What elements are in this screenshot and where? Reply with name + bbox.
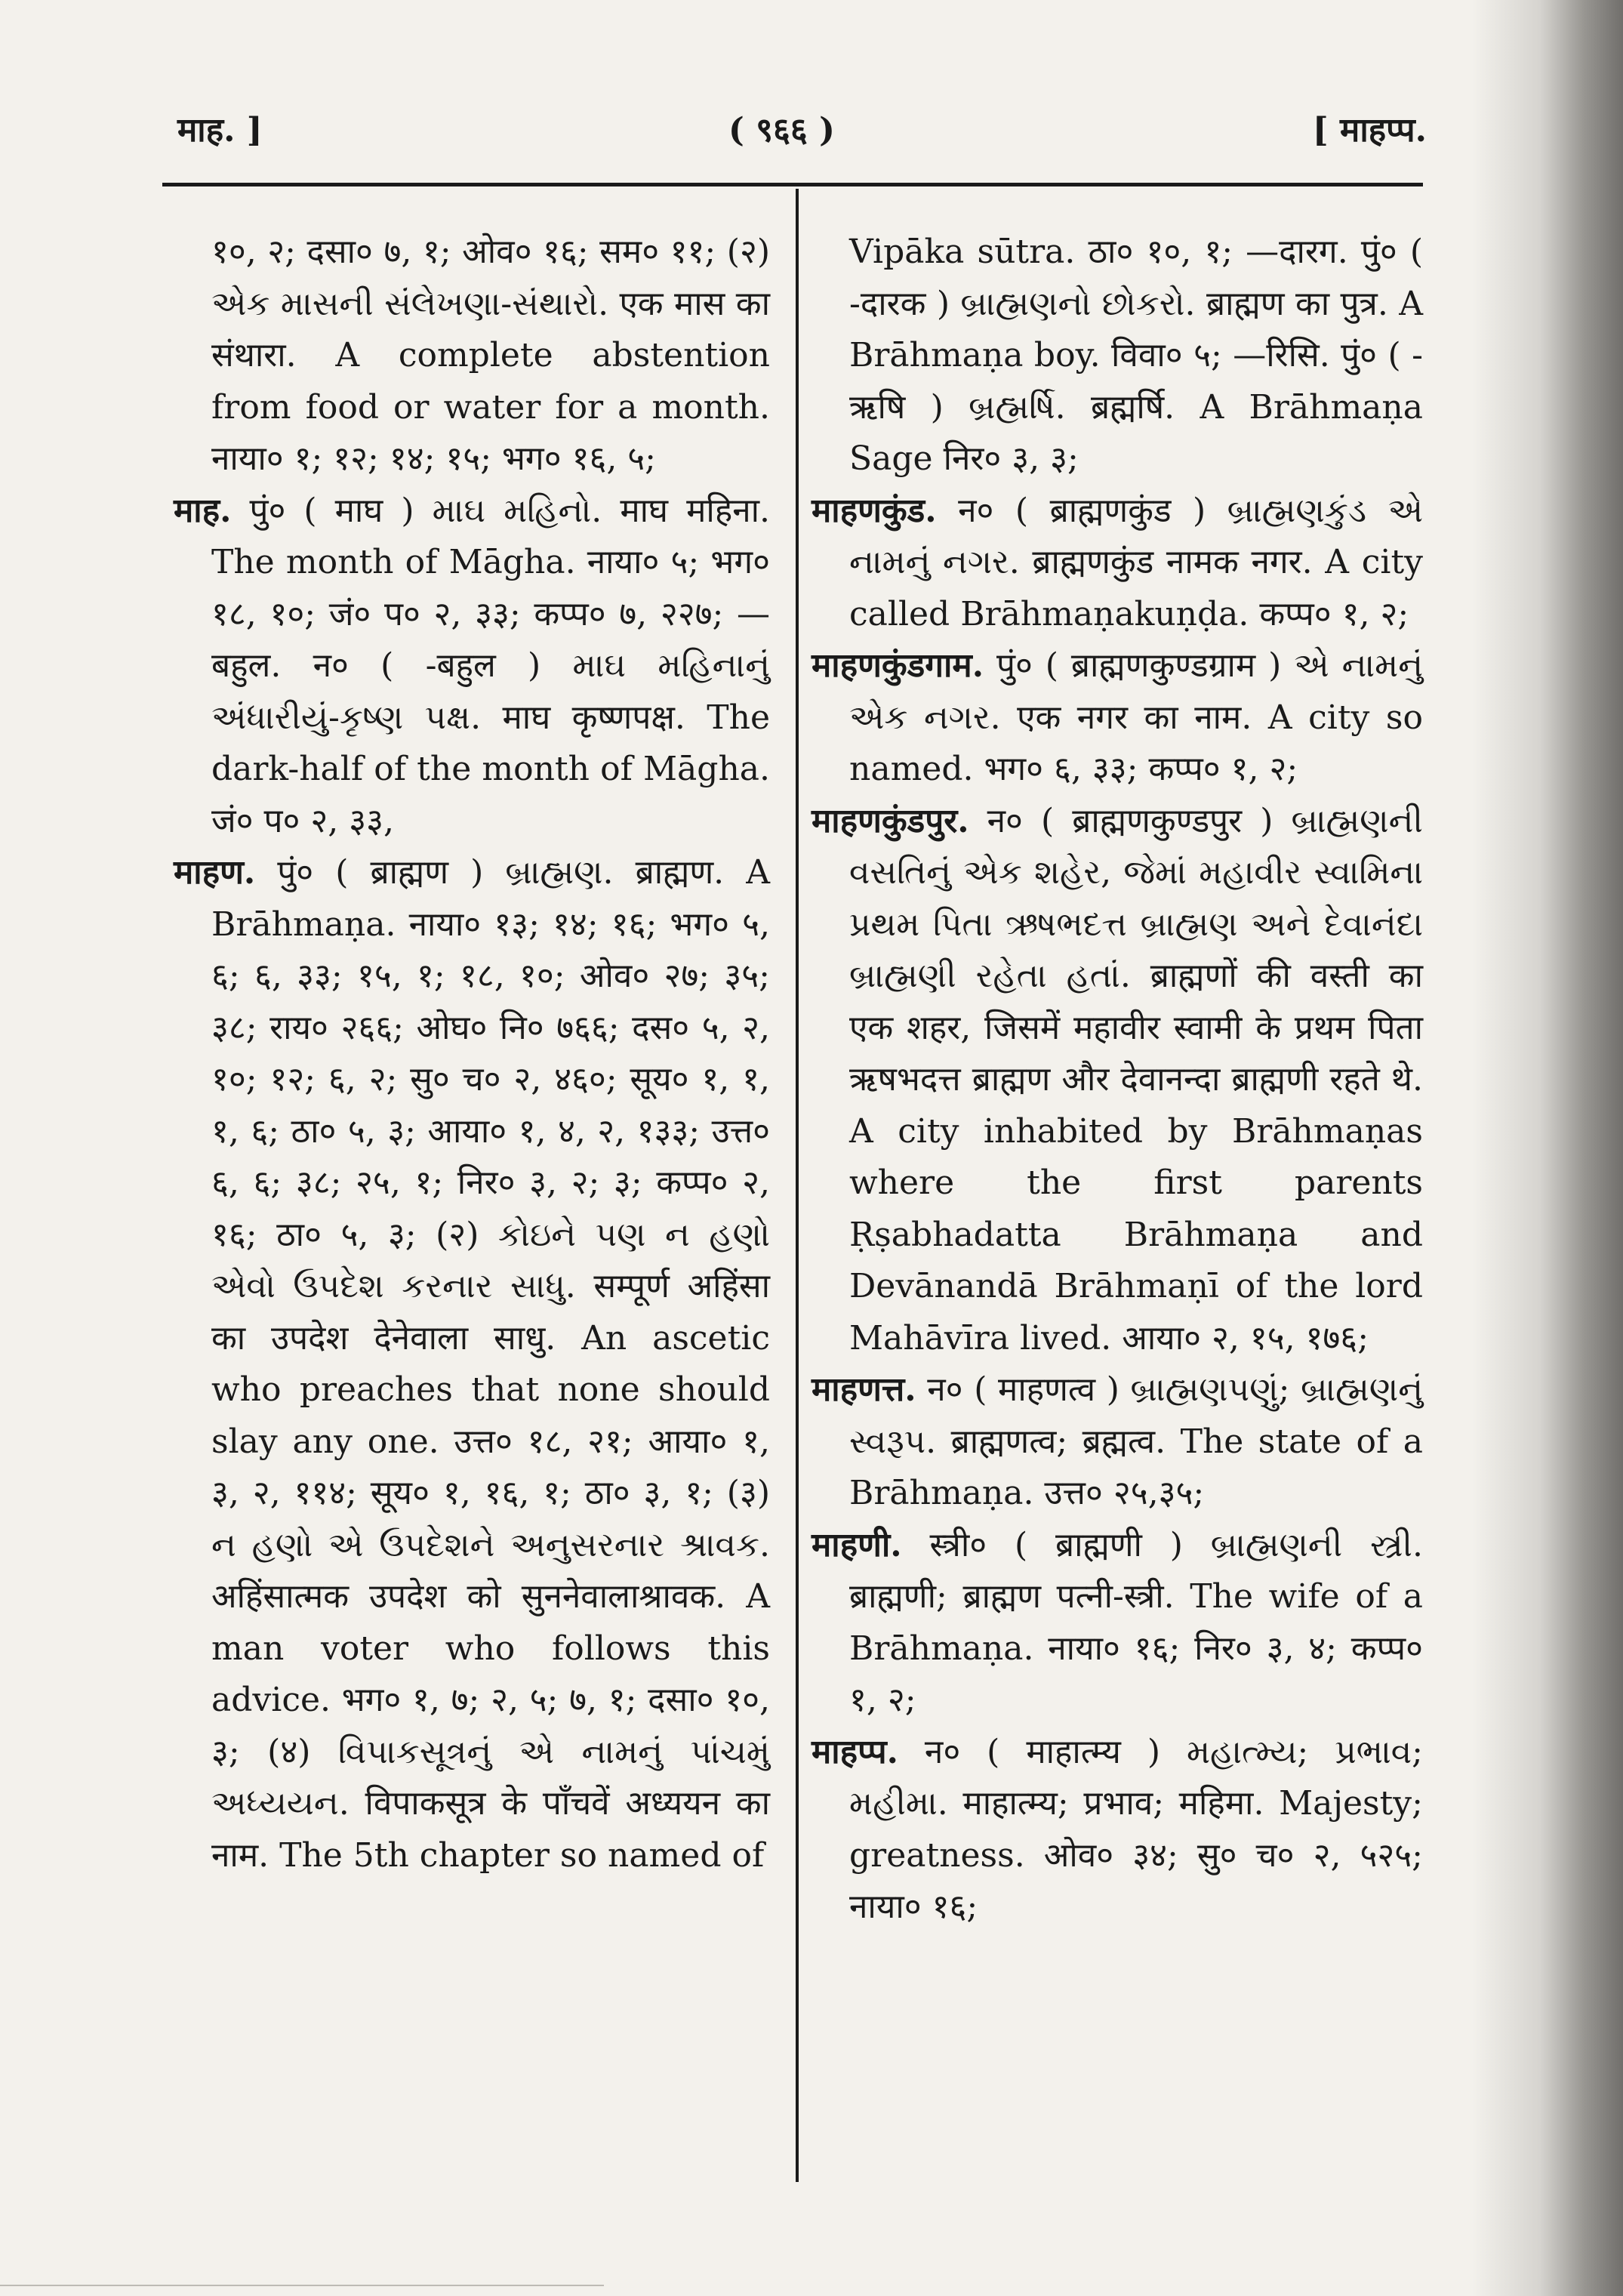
entry-text: स्त्री० ( ब्राह्मणी ) બ્રાહ્મણની સ્ત્રી. ब्राह्मणी; ब्राह्मण पत्नी-स्त्री. The wife of a Brāhmaṇa. नाया० १६; निर० ३, ४; कप्प० १, २; xyxy=(849,1525,1423,1719)
dictionary-entry xyxy=(812,1727,1423,1934)
headword: माहणकुंडगाम. xyxy=(812,646,984,685)
entry-text: न० ( ब्राह्मणकुंड ) બ્રાહ્મણકુંડ એ નામનું નગર. ब्राह्मणकुंड नामक नगर. A city called Brāhmaṇakuṇḍa. कप्प० १, २; xyxy=(849,491,1423,633)
headword: माहप्प. xyxy=(812,1732,898,1771)
entry-text: न० ( ब्राह्मणकुण्डपुर ) બ્રાહ્મણની વસતિનું એક શહેર, જેમાં મહાવીર સ્વામિના પ્રથમ પિતા ઋષભદત્ત બ્રાહ્મણ અને દેવાનંદા બ્રાહ્મણી રહેતા હતાં. ब्राह्मणों की वस्ती का एक शहर, जिसमें महावीर स्वामी के प्रथम पिता ऋषभदत्त ब्राह्मण और देवानन्दा ब्राह्मणी रहते थे. A city inhabited by Brāhmaṇas where the first parents Ṛṣabhadatta Brāhmaṇa and Devānandā Brāhmaṇī of the lord Mahāvīra lived. आया० २, १५, १७६; xyxy=(849,801,1423,1358)
header-rule xyxy=(162,183,1423,186)
continuation-entry xyxy=(812,227,1423,485)
entry-text: पुं० ( माघ ) માઘ મહિનો. माघ महिना. The month of Māgha. नाया० ५; भग० १८, १०; जं० प० २, ३३; कप्प० ७, २२७; —बहुल. न० ( -बहुल ) માઘ મહિનાનું અંધારીયું-કૃષ્ણ પક્ષ. माघ कृष्णपक्ष. The dark-half of the month of Māgha. जं० प० २, ३३, xyxy=(211,491,770,840)
page-number: ( ९६६ ) xyxy=(728,111,835,149)
headword: माहणकुंड. xyxy=(812,491,937,530)
column-divider xyxy=(796,189,799,2182)
headword: माहणी. xyxy=(812,1525,902,1564)
header-left-guideword: माह. ] xyxy=(177,111,263,149)
entry-text: पुं० ( ब्राह्मण ) બ્રાહ્મણ. ब्राह्मण. A Brāhmaṇa. नाया० १३; १४; १६; भग० ५, ६; ६, ३३; १५, १; १८, १०; ओव० २७; ३५; ३८; राय० २६६; ओघ० नि० ७६६; दस० ५, २, १०; १२; ६, २; सु० च० २, ४६०; सूय० १, १, १, ६; ठा० ५, ३; आया० १, ४, २, १३३; उत्त० ६, ६; ३८; २५, १; निर० ३, २; ३; कप्प० २, १६; ठा० ५, ३; (२) કોઇને પણ ન હણો એવો ઉપદેશ કરનાર સાધુ. सम्पूर्ण अहिंसा का उपदेश देनेवाला साधु. An ascetic who preaches that none should slay any one. उत्त० १८, २१; आया० १, ३, २, ११४; सूय० १, १६, १; ठा० ३, १; (३) ન હણો એ ઉપદેશને અનુસરનાર શ્રાવક. अहिंसात्मक उपदेश को सुननेवालाश्रावक. A man voter who follows this advice. भग० १, ७; २, ५; ७, १; दसा० १०, ३; (४) વિપાકસૂત્રનું એ નામનું પાંચમું અધ્યયન. विपाकसूत्र के पाँचवें अध्ययन का नाम. The 5th chapter so named of xyxy=(211,853,770,1875)
entry-text: पुं० ( ब्राह्मणकुण्डग्राम ) એ નામનું એક નગર. एक नगर का नाम. A city so named. भग० ६, ३३; कप्प० १, २; xyxy=(849,646,1423,788)
headword: माहण. xyxy=(174,853,256,892)
footer-rule xyxy=(0,2285,604,2286)
continuation-entry xyxy=(174,227,770,485)
dictionary-entry xyxy=(812,1520,1423,1727)
right-column xyxy=(812,227,1423,1934)
dictionary-entry xyxy=(812,485,1423,641)
page-edge-shadow xyxy=(1472,0,1623,2296)
left-column xyxy=(174,227,770,1881)
dictionary-entry xyxy=(812,640,1423,796)
entry-text: Vipāka sūtra. ठा० १०, १; —दारग. पुं० ( -दारक ) બ્રાહ્મણનો છોકરો. ब्राह्मण का पुत्र. A Brāhmaṇa boy. विवा० ५; —रिसि. पुं० ( -ऋषि ) બ્રહ્મર્ષિ. ब्रह्मर्षि. A Brāhmaṇa Sage निर० ३, ३; xyxy=(849,233,1423,478)
headword: माहणकुंडपुर. xyxy=(812,801,969,840)
entry-text: १०, २; दसा० ७, १; ओव० १६; सम० ११; (२) એક માસની સંલેખણા-સંથારો. एक मास का संथारा. A complete abstention from food or water for a month. नाया० १; १२; १४; १५; भग० १६, ५; xyxy=(211,233,770,478)
dictionary-entry xyxy=(812,796,1423,1365)
headword: माह. xyxy=(174,491,232,530)
dictionary-entry xyxy=(812,1364,1423,1520)
header-right-guideword: [ माहप्प. xyxy=(1312,111,1427,149)
dictionary-entry xyxy=(174,847,770,1881)
entry-text: न० ( माहात्म्य ) મહાત્મ્ય; પ્રભાવ; મહીમા. माहात्म्य; प्रभाव; महिमा. Majesty; greatness. ओव० ३४; सु० च० २, ५२५; नाया० १६; xyxy=(849,1732,1423,1926)
dictionary-entry xyxy=(174,485,770,848)
entry-text: न० ( माहणत्व ) બ્રાહ્મણપણું; બ્રાહ્મણનું સ્વરૂપ. ब्राह्मणत्व; ब्रह्मत्व. The state of a Brāhmaṇa. उत्त० २५,३५; xyxy=(849,1370,1423,1512)
headword: माहणत्त. xyxy=(812,1370,916,1409)
running-header xyxy=(162,91,1427,159)
